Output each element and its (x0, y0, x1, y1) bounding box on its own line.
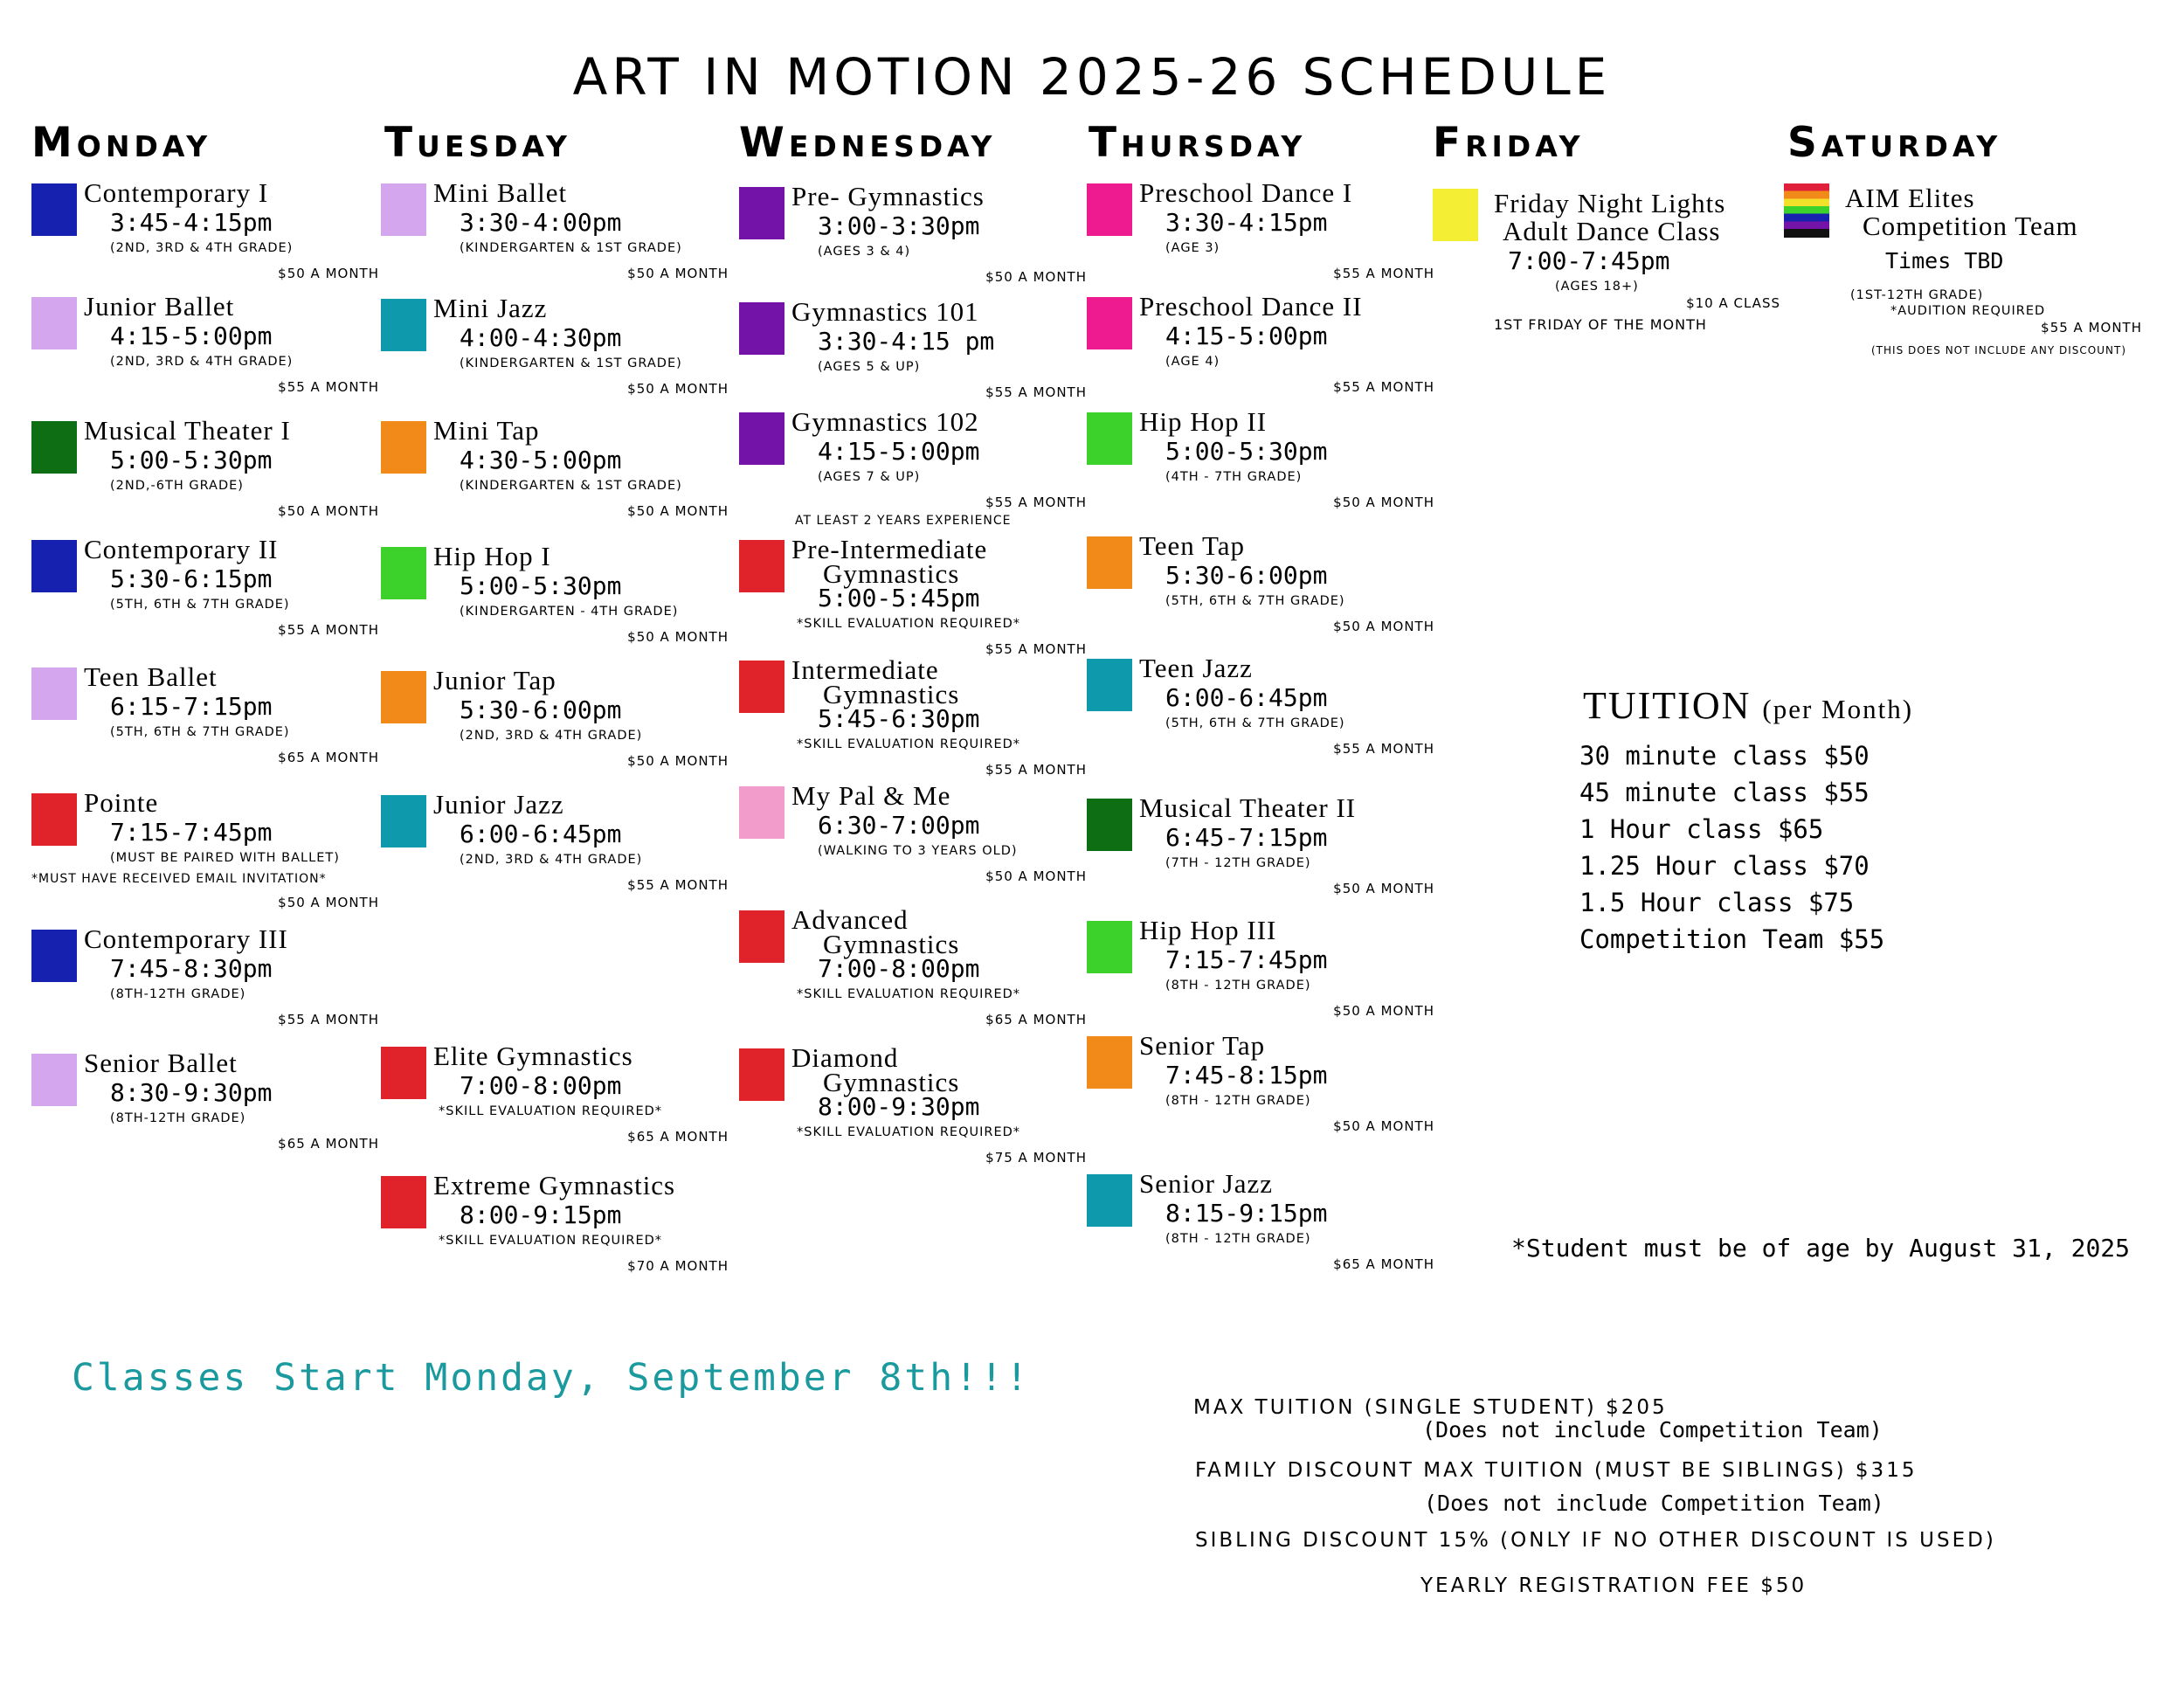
class-time: 5:00-5:30pm (460, 571, 622, 600)
class-grade: (8TH - 12TH GRADE) (1165, 1094, 1311, 1108)
color-swatch (31, 540, 77, 592)
class-name: Mini Tap (433, 415, 540, 446)
max-tuition-line: MAX TUITION (SINGLE STUDENT) $205 (1193, 1396, 1668, 1419)
class-time: 6:00-6:45pm (1165, 683, 1328, 712)
class-note: *MUST HAVE RECEIVED EMAIL INVITATION* (31, 872, 327, 886)
class-name-line2: Adult Dance Class (1503, 216, 1721, 246)
class-name: Pointe (84, 787, 159, 818)
color-swatch (739, 412, 784, 465)
class-grade: (8TH - 12TH GRADE) (1165, 1232, 1311, 1246)
class-grade: (KINDERGARTEN - 4TH GRADE) (460, 605, 679, 619)
class-price: $55 A MONTH (1333, 266, 1434, 281)
color-swatch (1087, 297, 1132, 349)
color-swatch (381, 1176, 426, 1228)
tuition-line: 45 minute class $55 (1579, 778, 1870, 807)
tuition-line: 1.25 Hour class $70 (1579, 851, 1870, 881)
class-name-line2: Competition Team (1863, 211, 2078, 241)
class-name: Teen Ballet (84, 661, 218, 692)
class-grade: (1ST-12TH GRADE) (1850, 288, 1984, 302)
class-grade: *SKILL EVALUATION REQUIRED* (797, 987, 1021, 1001)
class-time: 3:45-4:15pm (110, 208, 273, 237)
class-name: AIM Elites (1845, 183, 1975, 213)
class-name: Musical Theater II (1139, 792, 1357, 823)
page-title: ART IN MOTION 2025-26 SCHEDULE (572, 47, 1612, 107)
color-swatch (739, 910, 784, 963)
class-price: $55 A MONTH (985, 384, 1087, 400)
class-name: Pre- Gymnastics (791, 181, 985, 211)
class-price: $70 A MONTH (627, 1258, 729, 1274)
class-name: Friday Night Lights (1494, 188, 1726, 218)
class-grade: (2ND, 3RD & 4TH GRADE) (460, 853, 643, 867)
class-grade: (MUST BE PAIRED WITH BALLET) (110, 851, 340, 865)
color-swatch (31, 1054, 77, 1106)
day-header-wednesday: Wednesday (739, 119, 997, 167)
class-price: $55 A MONTH (2041, 320, 2142, 336)
class-name: Mini Ballet (433, 177, 568, 208)
class-time: 3:30-4:00pm (460, 208, 622, 237)
class-time: 4:15-5:00pm (1165, 322, 1328, 350)
class-name: Mini Jazz (433, 293, 548, 323)
class-price: $50 A MONTH (627, 503, 729, 519)
class-price: $50 A MONTH (278, 895, 379, 910)
class-grade: (AGES 3 & 4) (818, 245, 911, 259)
class-time: 7:45-8:15pm (1165, 1061, 1328, 1090)
class-grade: (KINDERGARTEN & 1ST GRADE) (460, 356, 682, 370)
class-name-line2: Gymnastics (823, 679, 960, 709)
class-grade: (KINDERGARTEN & 1ST GRADE) (460, 479, 682, 493)
color-swatch (381, 1047, 426, 1099)
class-time: 7:45-8:30pm (110, 954, 273, 983)
class-grade: (AGE 4) (1165, 355, 1220, 369)
class-grade: (WALKING TO 3 YEARS OLD) (818, 844, 1018, 858)
class-name: Hip Hop I (433, 541, 551, 571)
class-grade: (2ND, 3RD & 4TH GRADE) (110, 355, 294, 369)
class-name: Junior Ballet (84, 291, 235, 322)
class-time: 7:00-8:00pm (460, 1071, 622, 1100)
sibling-discount-line: SIBLING DISCOUNT 15% (ONLY IF NO OTHER DISCOUNT IS USED) (1195, 1529, 1996, 1552)
color-swatch (381, 183, 426, 236)
class-grade: (5TH, 6TH & 7TH GRADE) (110, 725, 290, 739)
color-swatch (739, 540, 784, 592)
class-time: 7:15-7:45pm (110, 818, 273, 847)
family-discount-sub: (Does not include Competition Team) (1424, 1491, 1884, 1516)
class-price: $75 A MONTH (985, 1150, 1087, 1166)
class-time: 5:00-5:30pm (110, 446, 273, 474)
class-grade: *SKILL EVALUATION REQUIRED* (797, 1125, 1021, 1139)
color-swatch (1087, 659, 1132, 711)
color-swatch (1087, 1036, 1132, 1089)
max-tuition-sub: (Does not include Competition Team) (1422, 1417, 1883, 1442)
class-time: 4:15-5:00pm (818, 437, 980, 466)
tuition-subtitle: (per Month) (1762, 694, 1914, 724)
color-swatch (31, 297, 77, 349)
class-time: 5:00-5:45pm (818, 584, 980, 612)
tuition-line: 1.5 Hour class $75 (1579, 888, 1855, 917)
class-name-line2: Gymnastics (823, 929, 960, 959)
color-swatch (1087, 1174, 1132, 1227)
class-grade: (2ND, 3RD & 4TH GRADE) (110, 241, 294, 255)
class-price: $55 A MONTH (1333, 741, 1434, 757)
class-name: Elite Gymnastics (433, 1041, 633, 1071)
class-grade: (AGES 18+) (1555, 280, 1639, 294)
class-price: $55 A MONTH (627, 877, 729, 893)
class-name: My Pal & Me (791, 780, 951, 811)
class-name-line2: Gymnastics (823, 1067, 960, 1097)
class-grade: *SKILL EVALUATION REQUIRED* (439, 1234, 663, 1248)
class-time: 5:45-6:30pm (818, 704, 980, 733)
class-time: 8:15-9:15pm (1165, 1199, 1328, 1228)
class-name: Hip Hop III (1139, 915, 1277, 945)
class-grade: *SKILL EVALUATION REQUIRED* (797, 737, 1021, 751)
class-price: $65 A MONTH (278, 1136, 379, 1152)
class-price: $50 A MONTH (985, 269, 1087, 285)
class-name: Diamond (791, 1042, 899, 1073)
color-swatch (1087, 799, 1132, 851)
color-swatch (381, 421, 426, 474)
class-name: Hip Hop II (1139, 406, 1268, 437)
class-time: 6:00-6:45pm (460, 820, 622, 848)
class-time: 4:00-4:30pm (460, 323, 622, 352)
day-header-tuesday: Tuesday (384, 119, 571, 167)
class-price: $10 A CLASS (1686, 295, 1780, 311)
class-grade: *SKILL EVALUATION REQUIRED* (797, 617, 1021, 631)
class-price: $50 A MONTH (1333, 881, 1434, 896)
tuition-line: 1 Hour class $65 (1579, 814, 1824, 844)
class-time: 8:00-9:15pm (460, 1200, 622, 1229)
class-price: $50 A MONTH (627, 629, 729, 645)
class-time: 8:30-9:30pm (110, 1078, 273, 1107)
class-time: Times TBD (1885, 248, 2004, 273)
family-discount-line: FAMILY DISCOUNT MAX TUITION (MUST BE SIBLINGS) $315 (1195, 1459, 1918, 1482)
age-note: *Student must be of age by August 31, 2025 (1511, 1234, 2131, 1263)
class-time: 3:30-4:15 pm (818, 327, 995, 356)
class-name: Preschool Dance I (1139, 177, 1353, 208)
class-name: Junior Jazz (433, 789, 564, 820)
class-price: $55 A MONTH (985, 495, 1087, 510)
class-name: Gymnastics 101 (791, 296, 979, 327)
class-price: $55 A MONTH (985, 641, 1087, 657)
tuition-line: 30 minute class $50 (1579, 741, 1870, 771)
class-grade: (4TH - 7TH GRADE) (1165, 470, 1303, 484)
class-name: Pre-Intermediate (791, 534, 988, 564)
rainbow-stripes-icon (1784, 183, 1829, 238)
class-price: $50 A MONTH (278, 266, 379, 281)
class-price: $55 A MONTH (278, 622, 379, 638)
class-time: 6:15-7:15pm (110, 692, 273, 721)
tuition-title: TUITION (1583, 684, 1752, 727)
color-swatch (31, 421, 77, 474)
color-swatch (31, 668, 77, 720)
tuition-line: Competition Team $55 (1579, 924, 1885, 954)
class-name: Intermediate (791, 654, 939, 685)
class-time: 7:00-7:45pm (1508, 246, 1670, 275)
class-price: $55 A MONTH (985, 762, 1087, 778)
class-grade: (8TH-12TH GRADE) (110, 1111, 246, 1125)
day-header-monday: Monday (31, 119, 212, 167)
class-grade: (7TH - 12TH GRADE) (1165, 856, 1311, 870)
class-grade: (8TH - 12TH GRADE) (1165, 979, 1311, 993)
class-time: 4:15-5:00pm (110, 322, 273, 350)
class-note: AT LEAST 2 YEARS EXPERIENCE (795, 514, 1012, 528)
class-name: Senior Ballet (84, 1048, 238, 1078)
day-header-thursday: Thursday (1089, 119, 1307, 167)
color-swatch (1087, 412, 1132, 465)
class-name: Teen Jazz (1139, 653, 1253, 683)
class-grade: (5TH, 6TH & 7TH GRADE) (1165, 716, 1345, 730)
class-price: $55 A MONTH (1333, 379, 1434, 395)
color-swatch (1433, 189, 1478, 241)
class-name: Senior Jazz (1139, 1168, 1274, 1199)
class-audition: *AUDITION REQUIRED (1890, 304, 2046, 318)
class-grade: (AGES 5 & UP) (818, 360, 921, 374)
class-grade: (8TH-12TH GRADE) (110, 987, 246, 1001)
class-price: $55 A MONTH (278, 1012, 379, 1027)
class-time: 3:00-3:30pm (818, 211, 980, 240)
class-price: $50 A MONTH (278, 503, 379, 519)
class-price: $50 A MONTH (627, 381, 729, 397)
class-grade: *SKILL EVALUATION REQUIRED* (439, 1104, 663, 1118)
class-time: 7:15-7:45pm (1165, 945, 1328, 974)
class-time: 8:00-9:30pm (818, 1092, 980, 1121)
color-swatch (1087, 183, 1132, 236)
class-price: $50 A MONTH (985, 868, 1087, 884)
class-grade: (2ND,-6TH GRADE) (110, 479, 244, 493)
class-time: 3:30-4:15pm (1165, 208, 1328, 237)
color-swatch (381, 795, 426, 847)
class-time: 7:00-8:00pm (818, 954, 980, 983)
class-price: $65 A MONTH (627, 1129, 729, 1145)
registration-fee-line: YEARLY REGISTRATION FEE $50 (1420, 1574, 1807, 1597)
class-price: $65 A MONTH (985, 1012, 1087, 1027)
color-swatch (31, 930, 77, 982)
class-name: Extreme Gymnastics (433, 1170, 676, 1200)
class-name: Contemporary III (84, 924, 288, 954)
color-swatch (739, 661, 784, 713)
color-swatch (31, 793, 77, 846)
class-time: 5:30-6:00pm (460, 695, 622, 724)
class-name: Senior Tap (1139, 1030, 1266, 1061)
class-name: Contemporary I (84, 177, 269, 208)
class-time: 5:30-6:15pm (110, 564, 273, 593)
class-name-line2: Gymnastics (823, 558, 960, 589)
class-time: 5:00-5:30pm (1165, 437, 1328, 466)
class-time: 6:30-7:00pm (818, 811, 980, 840)
class-grade: (5TH, 6TH & 7TH GRADE) (1165, 594, 1345, 608)
class-price: $50 A MONTH (627, 753, 729, 769)
color-swatch (739, 302, 784, 355)
color-swatch (739, 187, 784, 239)
day-header-friday: Friday (1433, 119, 1585, 167)
color-swatch (381, 547, 426, 599)
class-name: Junior Tap (433, 665, 556, 695)
class-grade: (AGES 7 & UP) (818, 470, 921, 484)
class-price: $50 A MONTH (1333, 619, 1434, 634)
class-note: 1ST FRIDAY OF THE MONTH (1494, 316, 1707, 333)
class-time: 6:45-7:15pm (1165, 823, 1328, 852)
tuition-heading (1583, 683, 1913, 728)
day-header-saturday: Saturday (1787, 119, 2002, 167)
color-swatch (31, 183, 77, 236)
class-grade: (KINDERGARTEN & 1ST GRADE) (460, 241, 682, 255)
class-grade: (AGE 3) (1165, 241, 1220, 255)
class-name: Contemporary II (84, 534, 279, 564)
class-name: Musical Theater I (84, 415, 291, 446)
class-name: Preschool Dance II (1139, 291, 1363, 322)
class-name: Teen Tap (1139, 530, 1246, 561)
class-grade: (5TH, 6TH & 7TH GRADE) (110, 598, 290, 612)
class-note: (THIS DOES NOT INCLUDE ANY DISCOUNT) (1871, 344, 2126, 356)
color-swatch (1087, 921, 1132, 973)
class-name: Advanced (791, 904, 909, 935)
color-swatch (381, 671, 426, 723)
class-price: $50 A MONTH (1333, 1118, 1434, 1134)
color-swatch (1087, 536, 1132, 589)
class-name: Gymnastics 102 (791, 406, 979, 437)
class-price: $50 A MONTH (1333, 1003, 1434, 1019)
class-time: 4:30-5:00pm (460, 446, 622, 474)
class-price: $55 A MONTH (278, 379, 379, 395)
class-price: $50 A MONTH (1333, 495, 1434, 510)
color-swatch (739, 786, 784, 839)
class-time: 5:30-6:00pm (1165, 561, 1328, 590)
color-swatch (739, 1048, 784, 1101)
color-swatch (381, 299, 426, 351)
start-note: Classes Start Monday, September 8th!!! (72, 1356, 1031, 1400)
class-grade: (2ND, 3RD & 4TH GRADE) (460, 729, 643, 743)
class-price: $50 A MONTH (627, 266, 729, 281)
class-price: $65 A MONTH (278, 750, 379, 765)
class-price: $65 A MONTH (1333, 1256, 1434, 1272)
